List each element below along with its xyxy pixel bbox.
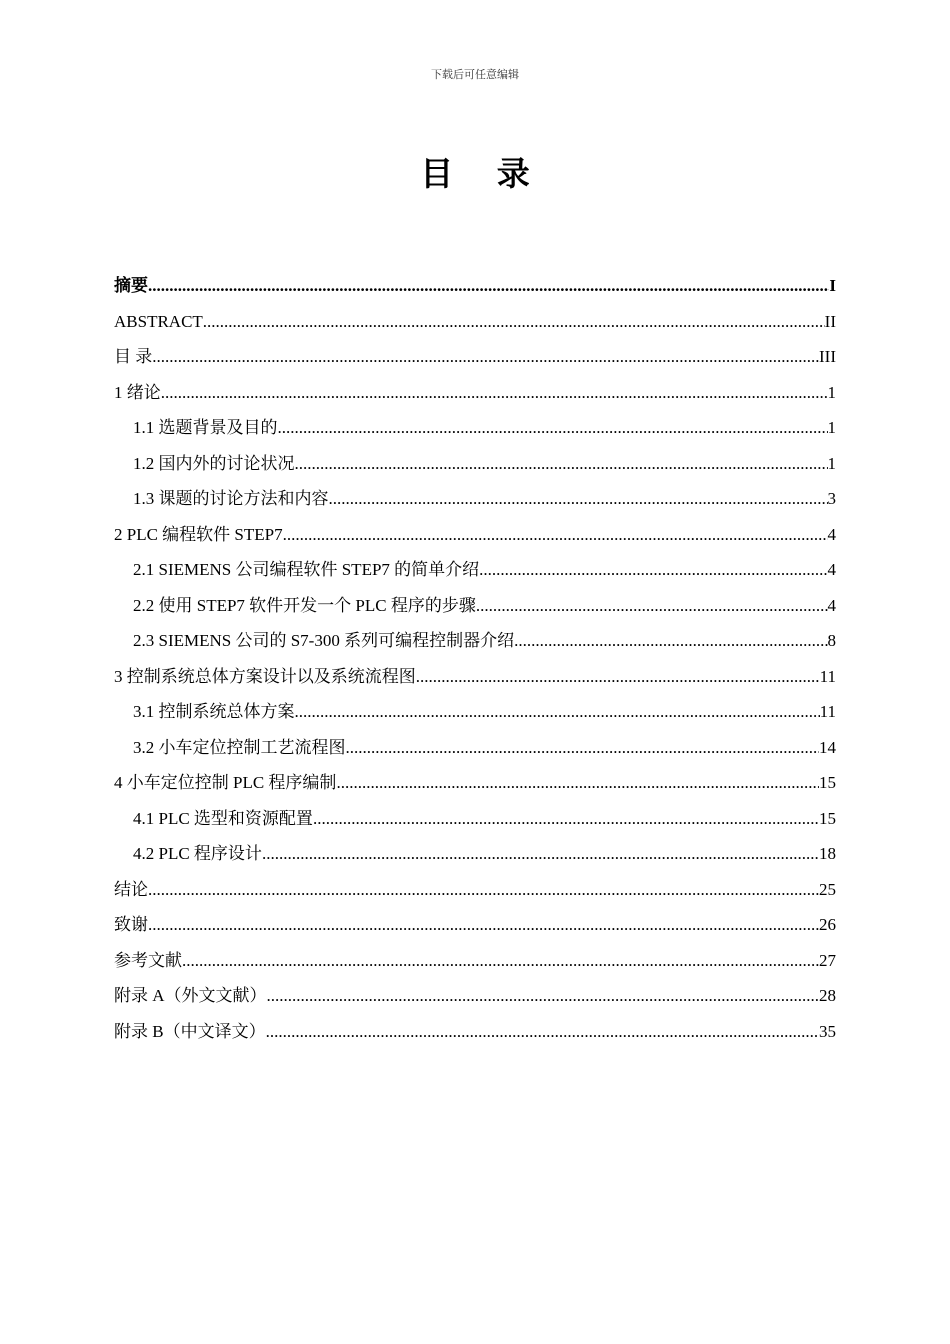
toc-entry[interactable] (114, 659, 836, 695)
toc-leader-dots (148, 907, 819, 943)
toc-entry-label: 1.3 课题的讨论方法和内容 (133, 489, 329, 508)
toc-entry[interactable] (114, 446, 836, 482)
toc-entry-label: 附录 A（外文文献） (114, 986, 267, 1005)
toc-leader-dots (416, 659, 820, 695)
toc-entry-page-number: 8 (827, 631, 836, 650)
toc-entry-page-number: 4 (827, 560, 836, 579)
toc-entry-page-number: 1 (827, 382, 836, 402)
toc-entry-label: 附录 B（中文译文） (114, 1021, 266, 1041)
table-of-contents (114, 268, 836, 1049)
toc-entry-page-number: 15 (819, 773, 836, 792)
toc-leader-dots (266, 1014, 819, 1050)
toc-entry[interactable] (114, 943, 836, 979)
toc-entry-page-number: 18 (819, 844, 836, 863)
toc-entry-label: 结论 (114, 879, 148, 899)
toc-entry-page-number: 4 (827, 524, 836, 544)
toc-entry[interactable] (114, 1014, 836, 1050)
toc-entry-label: 致谢 (114, 915, 148, 934)
toc-entry-page-number: 28 (819, 986, 836, 1005)
toc-entry[interactable] (114, 304, 836, 340)
toc-leader-dots (161, 375, 828, 411)
toc-entry-label: 目 录 (114, 347, 153, 366)
toc-leader-dots (152, 339, 819, 375)
toc-entry[interactable] (114, 801, 836, 837)
toc-entry-label: 参考文献 (114, 950, 182, 970)
toc-entry-label: 4.2 PLC 程序设计 (133, 844, 262, 863)
toc-leader-dots (295, 694, 820, 730)
toc-leader-dots (182, 943, 819, 979)
toc-leader-dots (514, 623, 827, 659)
toc-entry[interactable] (114, 481, 836, 517)
toc-leader-dots (336, 765, 819, 801)
toc-entry-page-number: 25 (819, 879, 836, 899)
toc-leader-dots (329, 481, 828, 517)
toc-leader-dots (283, 517, 828, 553)
toc-entry-page-number: 3 (827, 489, 836, 508)
toc-entry-label: 4 小车定位控制 PLC 程序编制 (114, 773, 337, 792)
toc-entry-label: 2 PLC 编程软件 STEP7 (114, 524, 283, 544)
toc-entry-label: ABSTRACT (114, 311, 203, 331)
toc-leader-dots (203, 304, 825, 340)
toc-leader-dots (295, 446, 828, 482)
toc-leader-dots (267, 978, 819, 1014)
toc-entry[interactable] (114, 765, 836, 801)
toc-entry-label: 3 控制系统总体方案设计以及系统流程图 (114, 666, 416, 686)
toc-entry[interactable] (114, 517, 836, 553)
toc-entry-page-number: 4 (827, 595, 836, 615)
toc-entry-label: 2.3 SIEMENS 公司的 S7-300 系列可编程控制器介绍 (133, 631, 515, 650)
toc-leader-dots (346, 730, 820, 766)
toc-entry-label: 1.1 选题背景及目的 (133, 418, 278, 437)
toc-entry-page-number: I (829, 276, 836, 295)
toc-entry[interactable] (114, 623, 836, 659)
toc-entry-page-number: 1 (827, 418, 836, 437)
toc-entry-page-number: 26 (819, 915, 836, 934)
toc-entry-label: 1 绪论 (114, 382, 161, 402)
toc-entry-label: 3.2 小车定位控制工艺流程图 (133, 737, 346, 757)
toc-entry[interactable] (114, 907, 836, 943)
toc-entry-page-number: 11 (819, 666, 836, 686)
toc-leader-dots (278, 410, 828, 446)
toc-leader-dots (313, 801, 819, 837)
toc-entry[interactable] (114, 730, 836, 766)
toc-leader-dots (148, 872, 819, 908)
toc-entry-label: 2.2 使用 STEP7 软件开发一个 PLC 程序的步骤 (133, 595, 476, 615)
toc-leader-dots (476, 588, 828, 624)
toc-entry[interactable] (114, 268, 836, 304)
toc-entry[interactable] (114, 375, 836, 411)
page-title: 目 录 (420, 154, 546, 193)
toc-entry[interactable] (114, 339, 836, 375)
toc-entry-label: 3.1 控制系统总体方案 (133, 702, 295, 721)
toc-entry-page-number: 27 (819, 950, 836, 970)
toc-entry-page-number: 11 (819, 702, 836, 721)
toc-entry-label: 摘要 (114, 276, 148, 295)
toc-entry[interactable] (114, 978, 836, 1014)
toc-entry[interactable] (114, 410, 836, 446)
toc-entry-page-number: III (819, 347, 836, 366)
toc-entry[interactable] (114, 836, 836, 872)
toc-entry-label: 4.1 PLC 选型和资源配置 (133, 808, 313, 828)
toc-leader-dots (479, 552, 827, 588)
toc-entry-page-number: 14 (819, 737, 836, 757)
toc-entry-page-number: 1 (827, 453, 836, 473)
toc-entry-page-number: 15 (819, 808, 836, 828)
toc-entry[interactable] (114, 694, 836, 730)
toc-leader-dots (148, 268, 829, 304)
toc-entry[interactable] (114, 588, 836, 624)
page-header-note: 下载后可任意编辑 (431, 68, 519, 81)
toc-entry-page-number: II (824, 311, 836, 331)
toc-leader-dots (262, 836, 819, 872)
toc-entry[interactable] (114, 872, 836, 908)
toc-entry-label: 2.1 SIEMENS 公司编程软件 STEP7 的简单介绍 (133, 560, 480, 579)
toc-entry-label: 1.2 国内外的讨论状况 (133, 453, 295, 473)
toc-entry[interactable] (114, 552, 836, 588)
toc-entry-page-number: 35 (819, 1021, 836, 1041)
